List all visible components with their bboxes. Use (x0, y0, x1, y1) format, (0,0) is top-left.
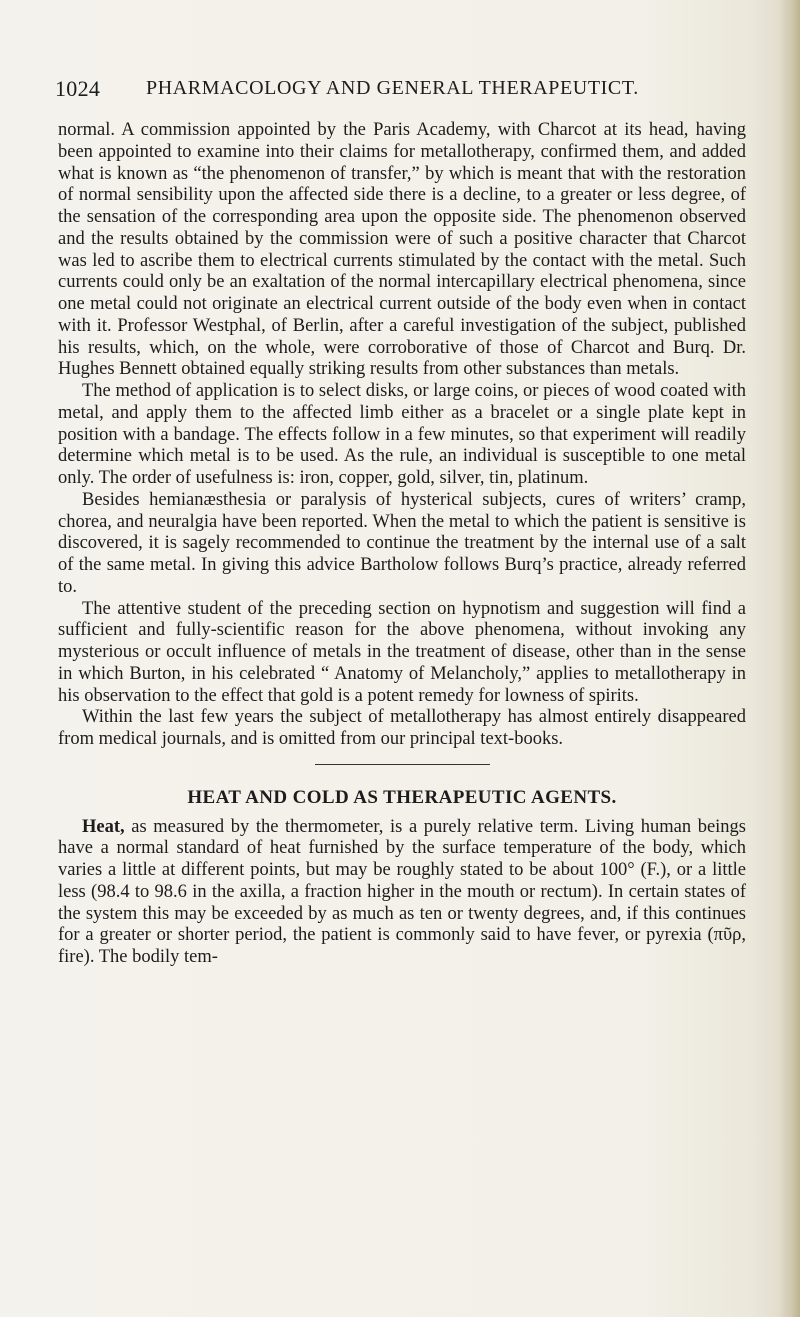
page-edge-shadow (778, 0, 800, 1317)
paragraph-4: The attentive student of the preceding section on hypnotism and suggestion will find a sufficient and fully-scientific reason for the above phenomena, without invoking any mysterious or occult influence of metals in the treatment of disease, other than in the sense in which Burton, in his celebrated “ Anatomy of Melancholy,” applies to metallotherapy in his observation to the effect that gold is a potent remedy for lowness of spirits. (58, 598, 746, 706)
page-number: 1024 (55, 76, 101, 101)
section-paragraph-text: as measured by the thermometer, is a purely relative term. Living human beings have a normal standard of heat furnished by the surface temperature of the body, which varies a little at different points, but may be roughly stated to be about 100° (F.), or a little less (98.4 to 98.6 in the axilla, a fraction higher in the mouth or rectum). In certain states of the system this may be exceeded by as much as ten or twenty degrees, and, if this continues for a greater or shorter period, the patient is commonly said to have fever, or pyrexia (πῦρ, fire). The bodily tem- (58, 816, 746, 967)
paragraph-1: normal. A commission appointed by the Paris Academy, with Charcot at its head, having been appointed to examine into their claims for metallotherapy, confirmed them, and added what is known as “the phenomenon of transfer,” by which is meant that with the restoration of normal sensibility upon the affected side there is a decline, to a greater or less degree, of the sensation of the corresponding area upon the opposite side. The phenomenon observed and the results obtained by the commission were of such a positive character that Charcot was led to ascribe them to electrical currents stimulated by the contact with the metal. Such currents could only be an exaltation of the normal intercapillary electrical phenomena, since one metal could not originate an electrical current outside of the body even when in contact with it. Professor Westphal, of Berlin, after a careful investigation of the subject, published his results, which, on the whole, were corroborative of those of Charcot and Burq. Dr. Hughes Bennett obtained equally striking results from other substances than metals. (58, 120, 746, 380)
section-heading: HEAT AND COLD AS THERAPEUTIC AGENTS. (187, 786, 617, 808)
page-header (55, 76, 745, 104)
section-divider (315, 764, 490, 765)
run-in-heading: Heat, (82, 816, 125, 837)
running-head: PHARMACOLOGY AND GENERAL THERAPEUTICT. (146, 77, 639, 99)
paragraph-5: Within the last few years the subject of metallotherapy has almost entirely disappeared from medical journals, and is omitted from our principal text-books. (58, 707, 746, 749)
section-paragraph (58, 817, 746, 969)
paragraph-2: The method of application is to select disks, or large coins, or pieces of wood coated with metal, and apply them to the affected limb either as a bracelet or a single plate kept in position with a bandage. The effects follow in a few minutes, so that experiment will readily determine which metal is to be used. As the rule, an individual is susceptible to one metal only. The order of usefulness is: iron, copper, gold, silver, tin, platinum. (58, 381, 746, 488)
body-text (58, 120, 746, 969)
paragraph-3: Besides hemianæsthesia or paralysis of hysterical subjects, cures of writers’ cramp, chorea, and neuralgia have been reported. When the metal to which the patient is sensitive is discovered, it is sagely recommended to continue the treatment by the internal use of a salt of the same metal. In giving this advice Bartholow follows Burq’s practice, already referred to. (58, 489, 746, 597)
